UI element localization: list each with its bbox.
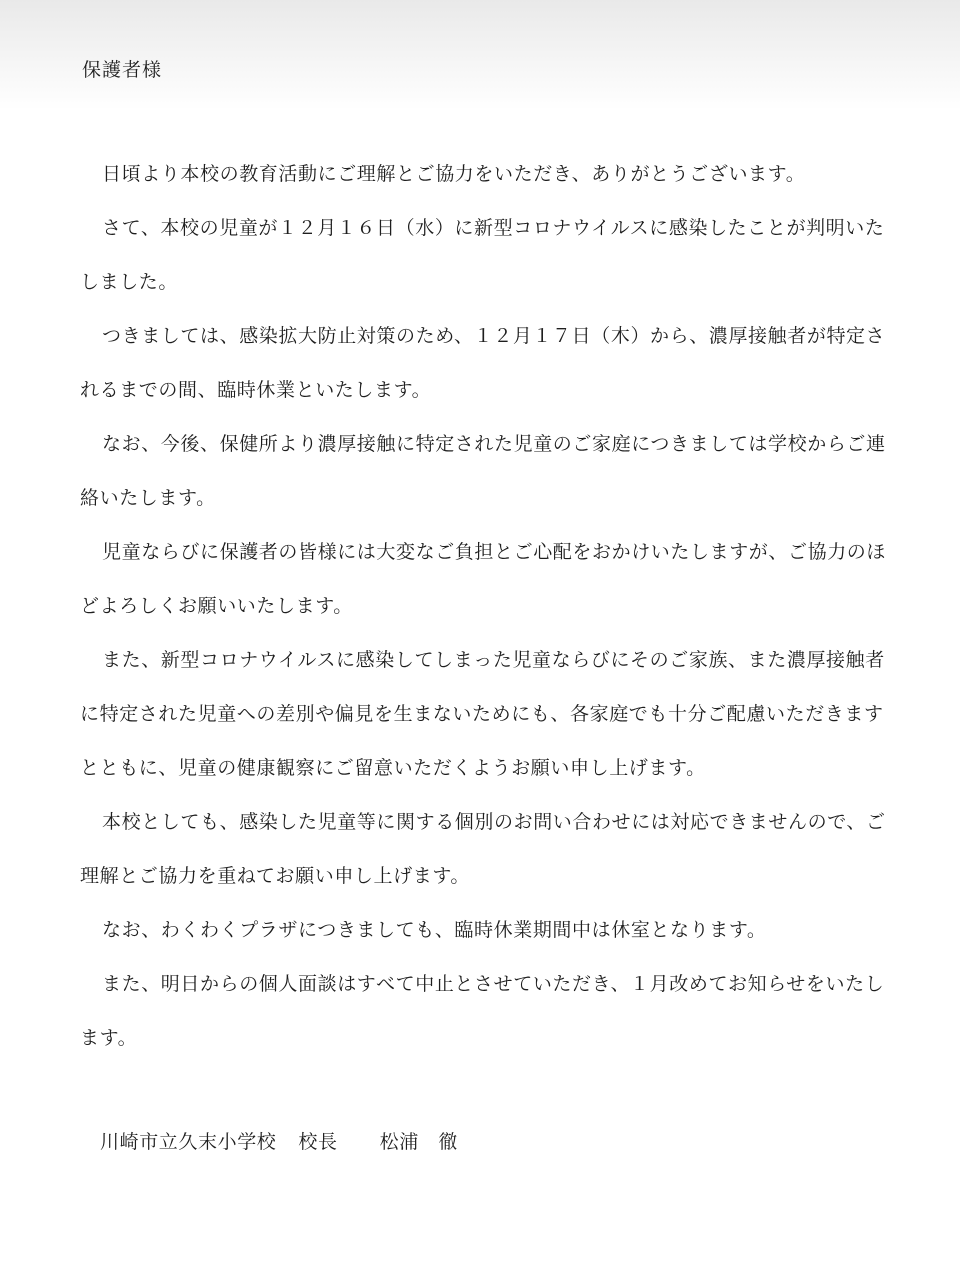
school-name: 川崎市立久末小学校 <box>100 1131 277 1153</box>
letter-body <box>80 160 910 1078</box>
paragraph-line: また、新型コロナウイルスに感染してしまった児童ならびにそのご家族、また濃厚接触者 <box>102 649 885 671</box>
paragraph-line: 本校としても、感染した児童等に関する個別のお問い合わせには対応できませんので、ご <box>102 811 886 833</box>
paragraph <box>80 160 910 188</box>
paragraph-line: れるまでの間、臨時休業といたします。 <box>80 379 432 401</box>
paragraph <box>80 808 910 890</box>
paragraph-line: 日頃より本校の教育活動にご理解とご協力をいただき、ありがとうございます。 <box>102 163 806 185</box>
paragraph-line: どよろしくお願いいたします。 <box>80 595 353 617</box>
paragraph <box>80 538 910 620</box>
paragraph <box>80 322 910 404</box>
paragraph-line: ます。 <box>80 1027 138 1049</box>
signature <box>100 1128 458 1156</box>
paragraph-line: 理解とご協力を重ねてお願い申し上げます。 <box>80 865 471 887</box>
paragraph-line: つきましては、感染拡大防止対策のため、１２月１７日（木）から、濃厚接触者が特定さ <box>102 325 886 347</box>
paragraph-line: また、明日からの個人面談はすべて中止とさせていただき、１月改めてお知らせをいたし <box>102 973 885 995</box>
paragraph-line: とともに、児童の健康観察にご留意いただくようお願い申し上げます。 <box>80 757 706 779</box>
paragraph-line: なお、今後、保健所より濃厚接触に特定された児童のご家庭につきましては学校からご連 <box>102 433 886 455</box>
paragraph <box>80 916 910 944</box>
paragraph-line: 児童ならびに保護者の皆様には大変なご負担とご心配をおかけいたしますが、ご協力のほ <box>102 541 887 563</box>
paragraph <box>80 646 910 782</box>
paragraph <box>80 970 910 1052</box>
paragraph-line: なお、わくわくプラザにつきましても、臨時休業期間中は休室となります。 <box>102 919 767 941</box>
paragraph <box>80 214 910 296</box>
paragraph <box>80 430 910 512</box>
paragraph-line: に特定された児童への差別や偏見を生まないためにも、各家庭でも十分ご配慮いただきます <box>80 703 884 725</box>
paragraph-line: しました。 <box>80 271 179 293</box>
principal-name: 松浦 徹 <box>379 1131 459 1153</box>
addressee: 保護者様 <box>82 59 163 81</box>
paragraph-line: さて、本校の児童が１２月１６日（水）に新型コロナウイルスに感染したことが判明いた <box>102 217 885 239</box>
paragraph-line: 絡いたします。 <box>80 487 216 509</box>
principal-title: 校長 <box>298 1131 338 1153</box>
